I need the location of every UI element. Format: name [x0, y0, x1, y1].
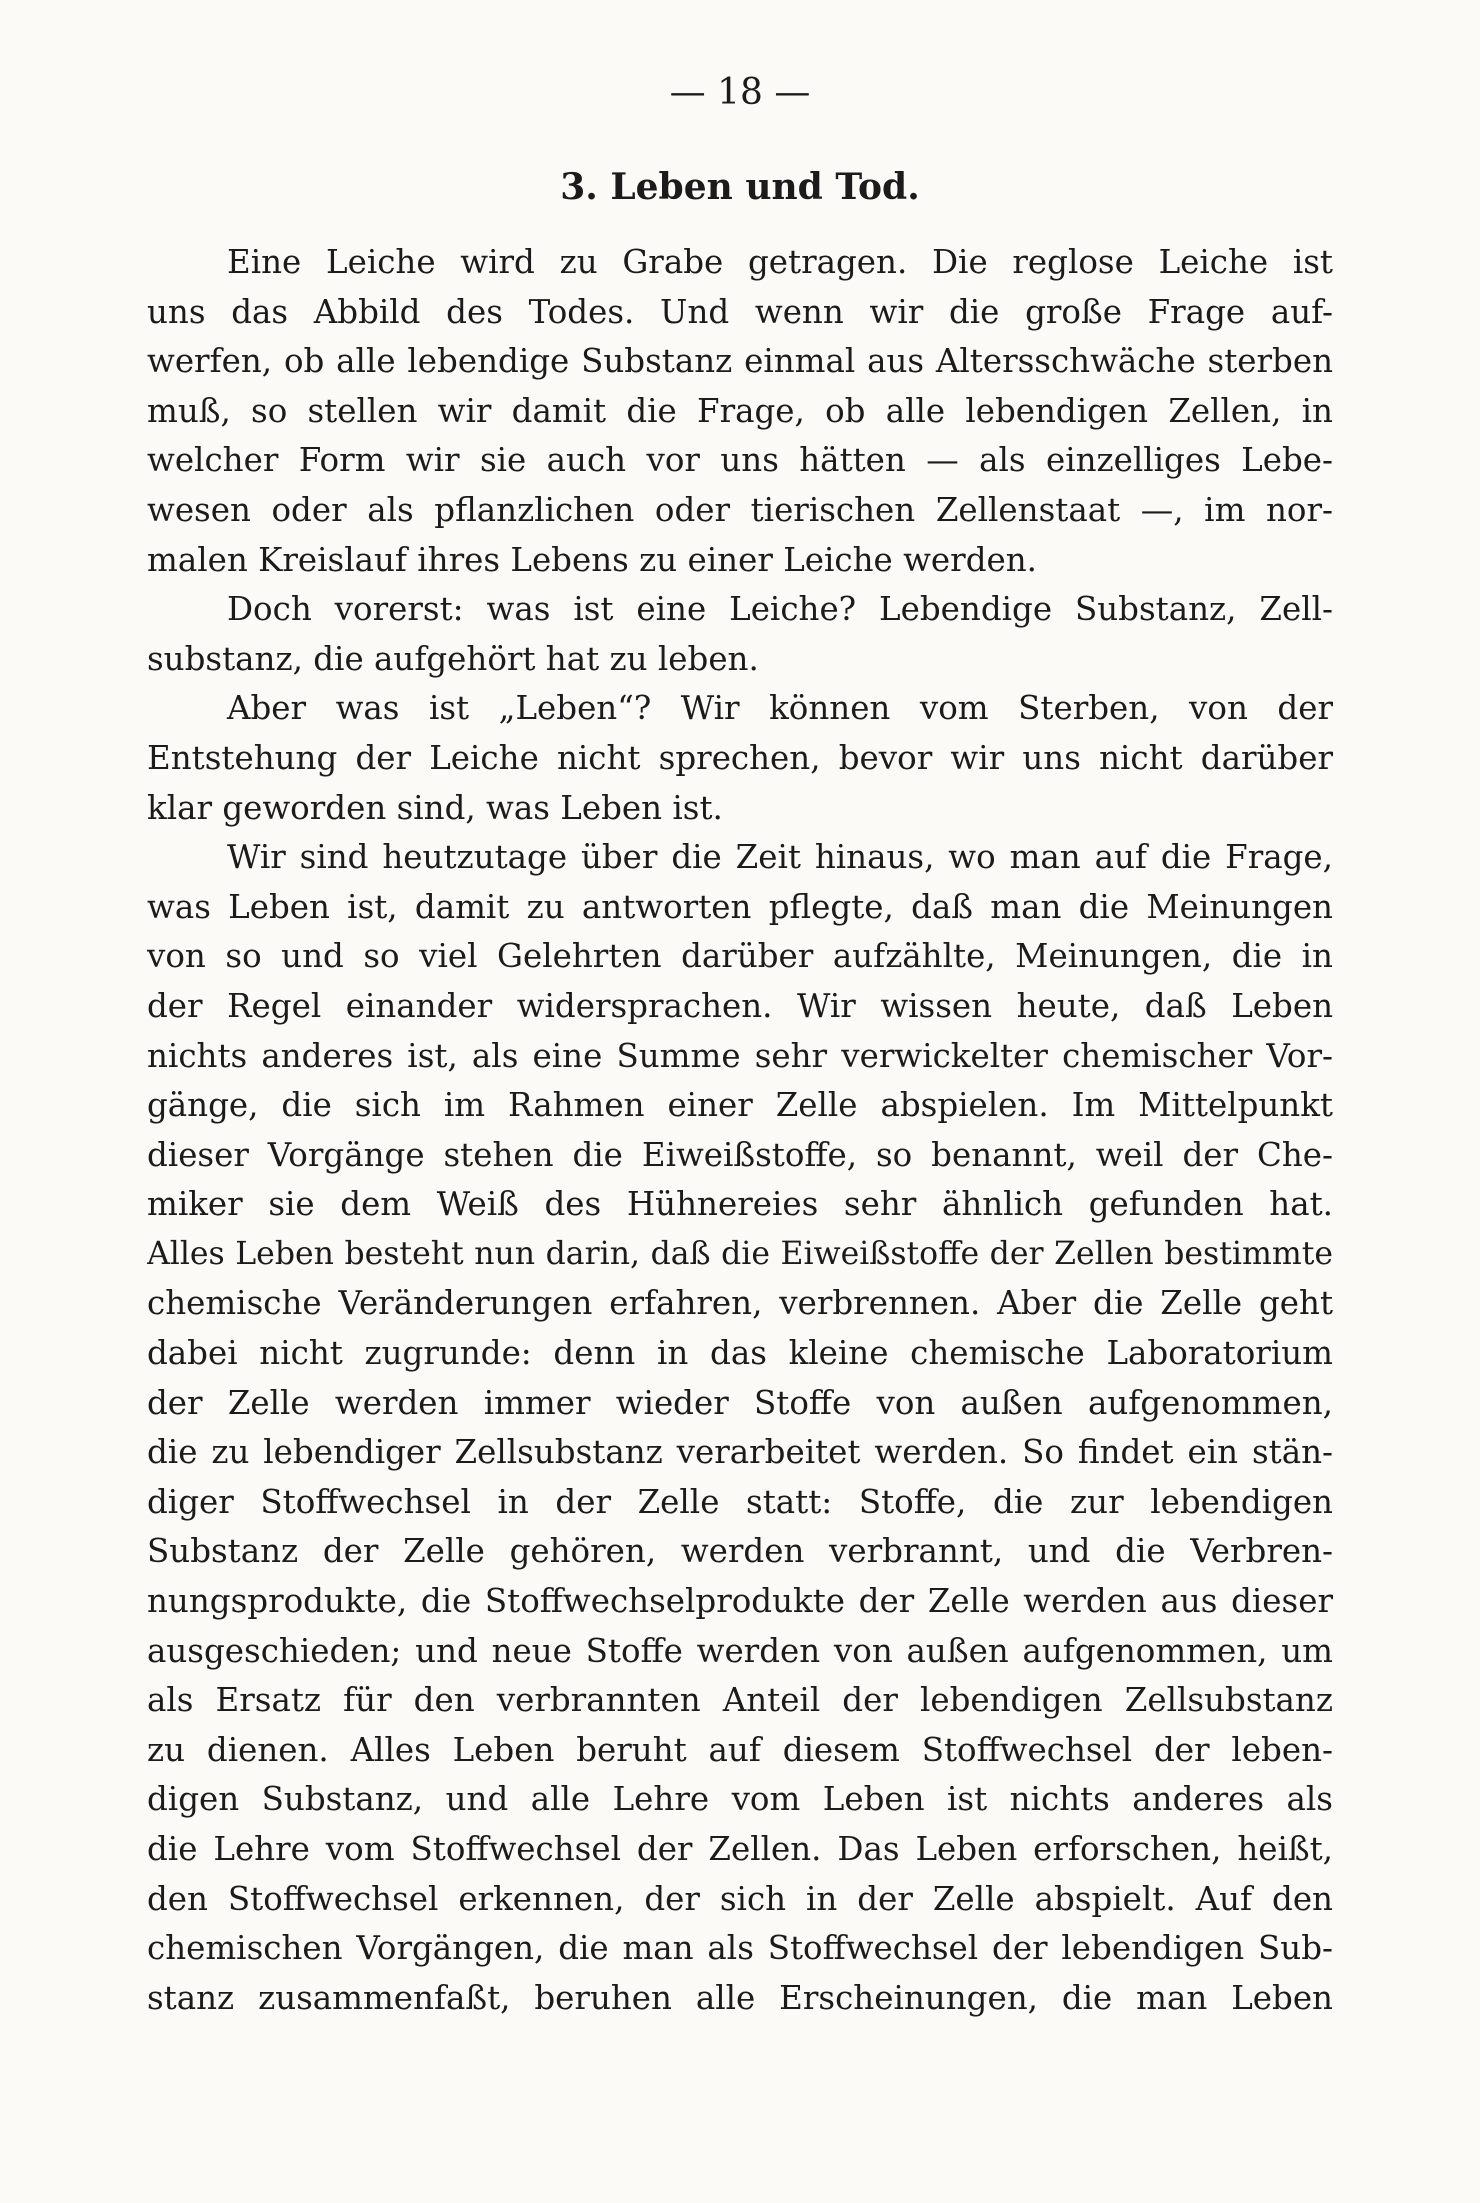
text-line: ausgeschieden; und neue Stoffe werden von außen aufgenommen, um	[147, 1631, 1333, 1670]
text-line: substanz, die aufgehört hat zu leben.	[147, 639, 759, 678]
text-line: dabei nicht zugrunde: denn in das kleine chemische Laboratorium	[147, 1334, 1333, 1373]
text-line: der Regel einander widersprachen. Wir wissen heute, daß Leben	[147, 986, 1333, 1025]
text-line: stanz zusammenfaßt, beruhen alle Erscheinungen, die man Leben	[147, 1978, 1333, 2017]
text-line: die Lehre vom Stoffwechsel der Zellen. Das Leben erforschen, heißt,	[147, 1830, 1333, 1868]
text-line: den Stoffwechsel erkennen, der sich in der Zelle abspielt. Auf den	[147, 1879, 1333, 1918]
text-line: Aber was ist „Leben“? Wir können vom Sterben, von der	[227, 689, 1333, 728]
text-line: digen Substanz, und alle Lehre vom Leben ist nichts anderes als	[147, 1780, 1333, 1819]
text-line: Substanz der Zelle gehören, werden verbrannt, und die Verbren-	[147, 1532, 1333, 1571]
text-line: der Zelle werden immer wieder Stoffe von außen aufgenommen,	[147, 1383, 1333, 1422]
body-text	[147, 238, 1333, 2023]
text-line: klar geworden sind, was Leben ist.	[147, 788, 723, 827]
text-line: von so und so viel Gelehrten darüber aufzählte, Meinungen, die in	[147, 937, 1333, 976]
text-line: nichts anderes ist, als eine Summe sehr verwickelter chemischer Vor-	[147, 1036, 1333, 1075]
text-line: chemischen Vorgängen, die man als Stoffwechsel der lebendigen Sub-	[147, 1929, 1333, 1968]
text-line: werfen, ob alle lebendige Substanz einmal aus Altersschwäche sterben	[147, 342, 1333, 381]
text-line: Entstehung der Leiche nicht sprechen, bevor wir uns nicht darüber	[147, 738, 1333, 777]
text-line: muß, so stellen wir damit die Frage, ob alle lebendigen Zellen, in	[147, 391, 1333, 430]
text-line: nungsprodukte, die Stoffwechselprodukte der Zelle werden aus dieser	[147, 1582, 1333, 1621]
text-line: miker sie dem Weiß des Hühnereies sehr ähnlich gefunden hat.	[147, 1185, 1333, 1224]
text-line: Alles Leben besteht nun darin, daß die Eiweißstoffe der Zellen bestimmte	[147, 1235, 1333, 1272]
text-line: Eine Leiche wird zu Grabe getragen. Die reglose Leiche ist	[227, 243, 1333, 281]
text-line: diger Stoffwechsel in der Zelle statt: Stoffe, die zur lebendigen	[147, 1482, 1333, 1521]
section-heading: 3. Leben und Tod.	[560, 166, 920, 208]
text-line: dieser Vorgänge stehen die Eiweißstoffe, so benannt, weil der Che-	[147, 1135, 1333, 1174]
text-line: Wir sind heutzutage über die Zeit hinaus, wo man auf die Frage,	[227, 838, 1333, 877]
text-line: malen Kreislauf ihres Lebens zu einer Leiche werden.	[147, 540, 1038, 579]
text-line: welcher Form wir sie auch vor uns hätten — als einzelliges Lebe-	[147, 441, 1333, 480]
page-number: — 18 —	[669, 72, 811, 113]
text-line: die zu lebendiger Zellsubstanz verarbeitet werden. So findet ein stän-	[147, 1433, 1333, 1472]
text-line: was Leben ist, damit zu antworten pflegte, daß man die Meinungen	[147, 887, 1333, 926]
text-line: als Ersatz für den verbrannten Anteil der lebendigen Zellsubstanz	[147, 1681, 1333, 1720]
text-line: gänge, die sich im Rahmen einer Zelle abspielen. Im Mittelpunkt	[147, 1086, 1333, 1125]
text-line: wesen oder als pflanzlichen oder tierischen Zellenstaat —, im nor-	[147, 490, 1333, 529]
text-line: chemische Veränderungen erfahren, verbrennen. Aber die Zelle geht	[147, 1284, 1333, 1323]
text-line: zu dienen. Alles Leben beruht auf diesem Stoffwechsel der leben-	[147, 1730, 1333, 1769]
text-line: uns das Abbild des Todes. Und wenn wir die große Frage auf-	[147, 292, 1333, 331]
text-line: Doch vorerst: was ist eine Leiche? Lebendige Substanz, Zell-	[227, 590, 1333, 629]
